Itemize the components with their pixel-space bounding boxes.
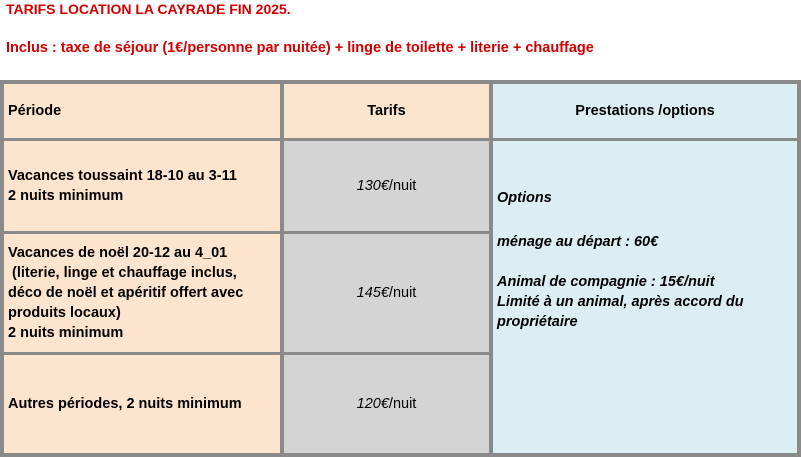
period-cell-christmas: [4, 234, 280, 352]
options-cell: [493, 141, 797, 453]
rates-table: [0, 80, 801, 457]
column-header-rates: Tarifs: [284, 84, 489, 138]
rate-unit: /nuit: [388, 178, 417, 194]
period-cell-toussaint: [4, 141, 280, 231]
column-header-services: Prestations /options: [493, 84, 797, 138]
rate-unit: /nuit: [388, 285, 417, 301]
period-line: déco de noël et apéritif offert avec: [8, 285, 244, 301]
rate-unit: /nuit: [388, 396, 417, 412]
rate-cell-toussaint: [284, 141, 489, 231]
options-heading: Options: [497, 190, 552, 206]
rate-price: 145€: [356, 285, 389, 301]
rate-price: 130€: [356, 178, 389, 194]
rate-cell-christmas: [284, 234, 489, 352]
period-line: Vacances de noël 20-12 au 4_01: [8, 245, 228, 261]
period-line: Autres périodes, 2 nuits minimum: [8, 396, 242, 412]
page-title: TARIFS LOCATION LA CAYRADE FIN 2025.: [6, 1, 291, 17]
column-header-period: Période: [4, 84, 280, 138]
period-line: 2 nuits minimum: [8, 188, 124, 204]
rate-price: 120€: [356, 396, 389, 412]
period-line: produits locaux): [8, 305, 121, 321]
period-line: Vacances toussaint 18-10 au 3-11: [8, 168, 237, 184]
period-line: 2 nuits minimum: [8, 325, 124, 341]
period-line: (literie, linge et chauffage inclus,: [8, 265, 237, 281]
included-services-text: Inclus : taxe de séjour (1€/personne par nuitée) + linge de toilette + literie + chauffage: [6, 40, 594, 56]
option-cleaning: ménage au départ : 60€: [497, 234, 659, 250]
option-pet-note: propriétaire: [497, 314, 578, 330]
rate-cell-other: [284, 355, 489, 453]
period-cell-other: [4, 355, 280, 453]
option-pet: Animal de compagnie : 15€/nuit: [497, 274, 715, 290]
option-pet-note: Limité à un animal, après accord du: [497, 294, 744, 310]
